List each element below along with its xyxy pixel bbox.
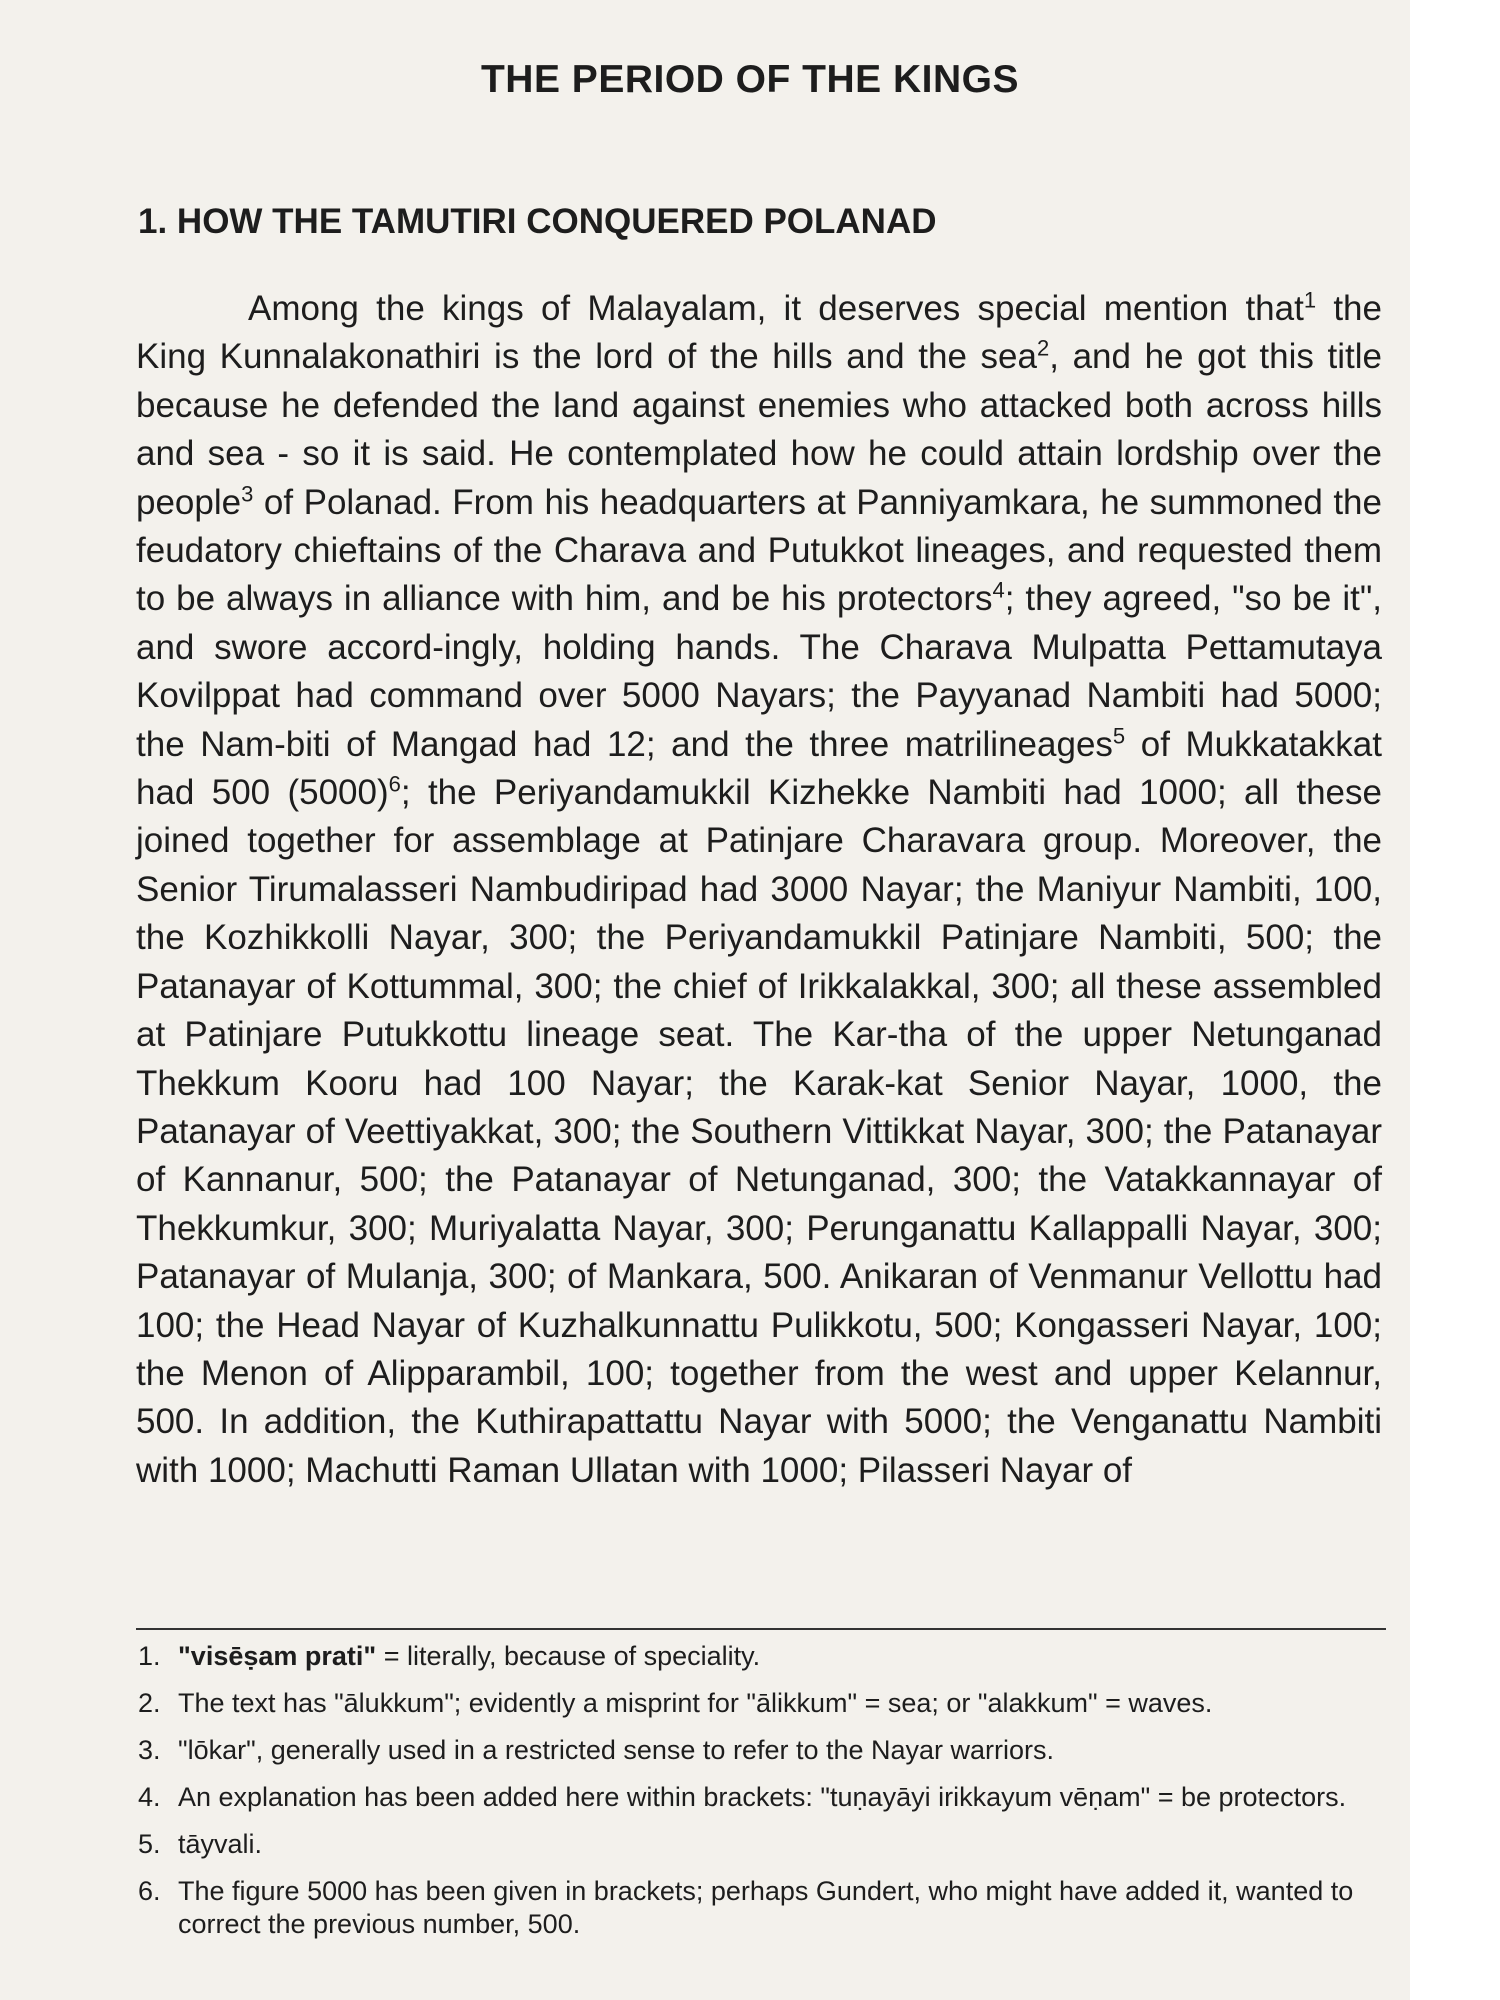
body-text-segment: Among the kings of Malayalam, it deserves special mention that: [248, 289, 1304, 328]
footnote-number: 4.: [138, 1782, 161, 1812]
footnote-ref: 5: [1112, 723, 1126, 748]
footnote-ref: 1: [1303, 287, 1317, 313]
footnote-number: 2.: [138, 1688, 161, 1718]
footnote-ref: 3: [241, 480, 254, 506]
footnote-text: = literally, because of speciality.: [376, 1641, 761, 1671]
footnote-number: 1.: [138, 1641, 161, 1671]
body-text-segment: of Polanad. From his headquarters at Panniyamkara, he summoned the feudatory chieftains of the Charava and Putukkot lineages, and requested them to be always in alliance with him, and be his protectors: [136, 482, 1382, 619]
footnote-text: "lōkar", generally used in a restricted sense to refer to the Nayar warriors.: [178, 1735, 1055, 1765]
footnote-ref: 6: [388, 771, 401, 797]
section-heading: 1. HOW THE TAMUTIRI CONQUERED POLANAD: [138, 202, 937, 241]
footnote-text: The text has "ālukkum"; evidently a misprint for "ālikkum" = sea; or "alakkum" = waves.: [178, 1688, 1213, 1718]
footnote-number: 3.: [138, 1735, 161, 1765]
page-margin: [1410, 0, 1500, 2000]
footnote: [138, 1875, 1382, 1941]
page-title: THE PERIOD OF THE KINGS: [480, 58, 1020, 101]
footnote-term: "visēṣam prati": [178, 1641, 377, 1671]
footnote: [138, 1781, 1382, 1814]
footnote-divider: [136, 1628, 1386, 1630]
body-text-segment: ; they agreed, "so be it", and swore accord-ingly, holding hands. The Charava Mulpatta Pettamutaya Kovilppat had command over 5000 Nayars; the Payyanad Nambiti had 5000; the Nam-biti of Mangad had 12; and the three matrilineages: [136, 579, 1382, 764]
body-text-segment: the King Kunnalakonathiri is the lord of the hills and the sea: [136, 289, 1382, 377]
body-text-segment: ; the Periyandamukkil Kizhekke Nambiti had 1000; all these joined together for assemblage at Patinjare Charavara group. Moreover, the Senior Tirumalasseri Nambudiripad had 3000 Nayar; the Maniyur Nambiti, 100, the Kozhikkolli Nayar, 300; the Periyandamukkil Patinjare Nambiti, 500; the Patanayar of Kottummal, 300; the chief of Irikkalakkal, 300; all these assembled at Patinjare Putukkottu lineage seat. The Kar-tha of the upper Netunganad Thekkum Kooru had 100 Nayar; the Karak-kat Senior Nayar, 1000, the Patanayar of Veettiyakkat, 300; the Southern Vittikkat Nayar, 300; the Patanayar of Kannanur, 500; the Patanayar of Netunganad, 300; the Vatakkannayar of Thekkumkur, 300; Muriyalatta Nayar, 300; Perunganattu Kallappalli Nayar, 300; Patanayar of Mulanja, 300; of Mankara, 500. Anikaran of Venmanur Vellottu had 100; the Head Nayar of Kuzhalkunnattu Pulikkotu, 500; Kongasseri Nayar, 100; the Menon of Alipparambil, 100; together from the west and upper Kelannur, 500. In addition, the Kuthirapattattu Nayar with 5000; the Venganattu Nambiti with 1000; Machutti Raman Ullatan with 1000; Pilasseri Nayar of: [136, 773, 1382, 1490]
footnote: [138, 1640, 1382, 1673]
body-text-segment: of Mukkatakkat had 500 (5000): [136, 724, 1382, 813]
footnote-number: 6.: [138, 1876, 161, 1906]
body-text-segment: , and he got this title because he defended the land against enemies who attacked both across hills and sea - so it is said. He contemplated how he could attain lordship over the people: [136, 337, 1382, 522]
footnote-ref: 4: [992, 577, 1005, 603]
footnote-text: An explanation has been added here within brackets: "tuṇayāyi irikkayum vēṇam" = be protectors.: [178, 1782, 1347, 1812]
footnote-text: The figure 5000 has been given in brackets; perhaps Gundert, who might have added it, wanted to correct the previous number, 500.: [178, 1876, 1354, 1939]
footnote: [138, 1734, 1382, 1767]
footnote-ref: 2: [1036, 335, 1050, 361]
footnote: [138, 1828, 1382, 1861]
body-paragraph: [136, 285, 1382, 1495]
footnote-text: tāyvali.: [178, 1829, 263, 1859]
footnote: [138, 1687, 1382, 1720]
footnotes-list: [138, 1640, 1382, 1955]
footnote-number: 5.: [138, 1829, 161, 1859]
